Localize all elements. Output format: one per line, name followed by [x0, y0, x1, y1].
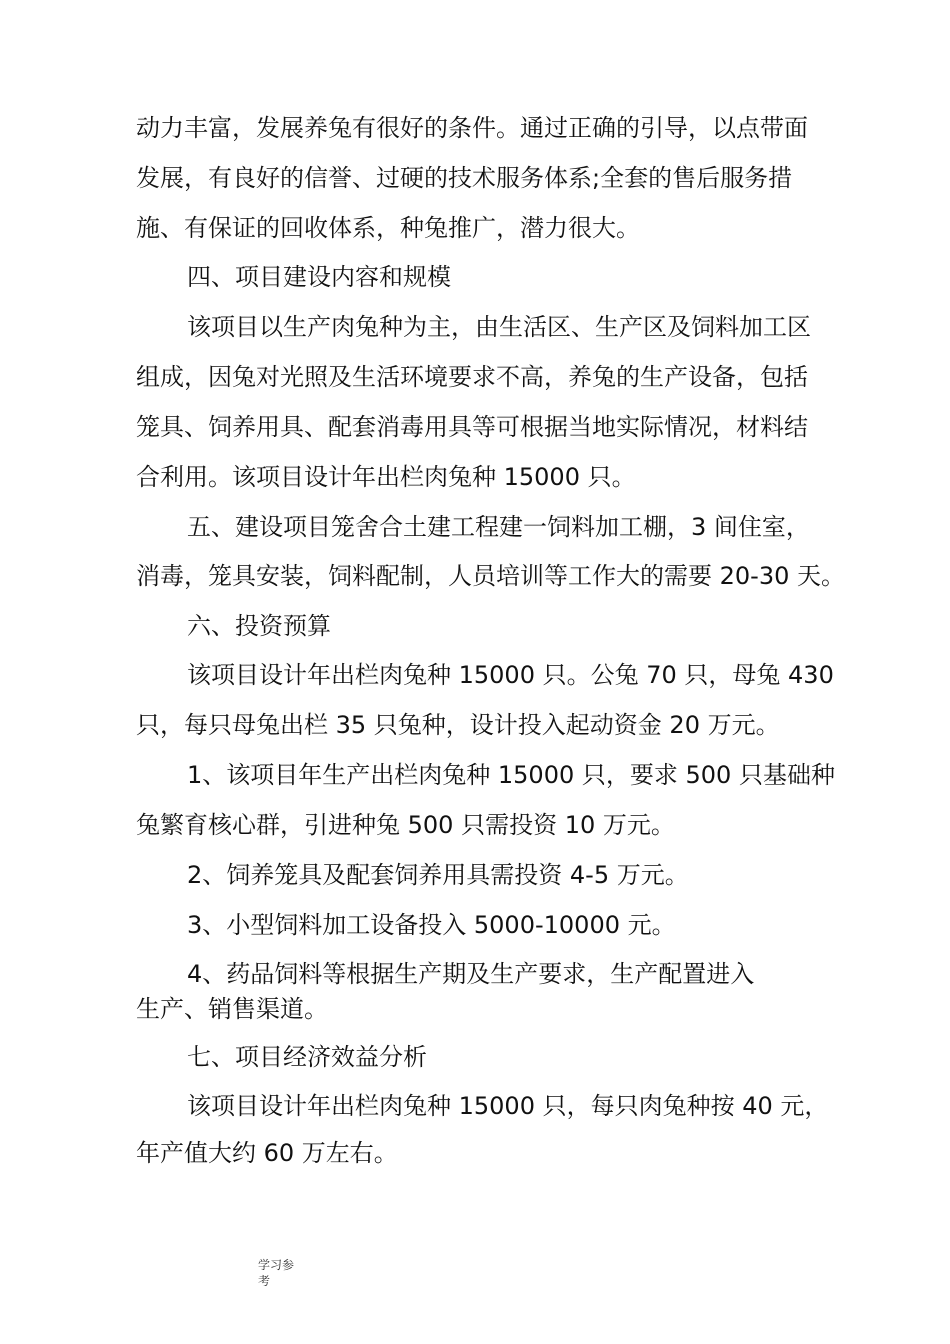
body-line: 年产值大约 60 万左右。	[136, 1139, 398, 1167]
list-item: 4、药品饲料等根据生产期及生产要求，生产配置进入	[187, 960, 755, 988]
body-line: 生产、销售渠道。	[136, 995, 328, 1023]
body-line: 兔繁育核心群，引进种兔 500 只需投资 10 万元。	[136, 811, 675, 839]
section-heading: 六、投资预算	[187, 612, 331, 640]
body-line: 只，每只母兔出栏 35 只兔种，设计投入起动资金 20 万元。	[136, 711, 780, 739]
footer-line-2: 考	[258, 1274, 271, 1288]
section-heading: 五、建设项目笼舍合土建工程建一饲料加工棚，3 间住室，	[187, 513, 810, 541]
body-line: 合利用。该项目设计年出栏肉兔种 15000 只。	[136, 463, 636, 491]
body-line: 发展，有良好的信誉、过硬的技术服务体系;全套的售后服务措	[136, 164, 793, 192]
body-line: 该项目设计年出栏肉兔种 15000 只。公兔 70 只，母兔 430	[187, 661, 834, 689]
body-line: 消毒，笼具安装，饲料配制，人员培训等工作大的需要 20-30 天。	[136, 562, 845, 590]
body-line: 该项目设计年出栏肉兔种 15000 只，每只肉兔种按 40 元，	[187, 1092, 829, 1120]
list-item: 2、饲养笼具及配套饲养用具需投资 4-5 万元。	[187, 861, 689, 889]
body-line: 施、有保证的回收体系，种兔推广，潜力很大。	[136, 214, 640, 242]
body-line: 笼具、饲养用具、配套消毒用具等可根据当地实际情况，材料结	[136, 413, 808, 441]
list-item: 1、该项目年生产出栏肉兔种 15000 只，要求 500 只基础种	[187, 761, 835, 789]
body-line: 该项目以生产肉兔种为主，由生活区、生产区及饲料加工区	[187, 313, 811, 341]
footer-note	[258, 1257, 318, 1289]
section-heading: 四、项目建设内容和规模	[187, 263, 451, 291]
section-heading: 七、项目经济效益分析	[187, 1043, 427, 1071]
list-item: 3、小型饲料加工设备投入 5000-10000 元。	[187, 911, 676, 939]
footer-line-1: 学习参	[258, 1258, 295, 1272]
body-line: 动力丰富，发展养兔有很好的条件。通过正确的引导，以点带面	[136, 114, 808, 142]
body-line: 组成，因兔对光照及生活环境要求不高，养兔的生产设备，包括	[136, 363, 808, 391]
